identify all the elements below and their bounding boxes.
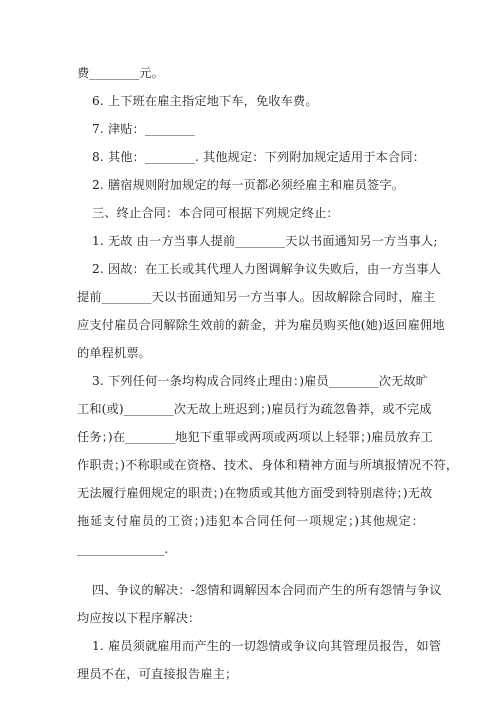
text-line-15: 作职责；)不称职或在资格、技术、身体和精神方面与所填报情况不符， [77,458,459,472]
text-line-8: 2. 因故：在工长或其代理人力图调解争议失败后，由一方当事人 [92,262,442,276]
section-heading-disputes: 四、争议的解决：-怨情和调解因本合同而产生的所有怨情与争议 [92,583,442,597]
text-line-14: 任务；)在________地犯下重罪或两项或两项以上轻罪；)雇员放弃工 [77,430,433,444]
text-line-22: 理员不在，可直接报告雇主； [77,667,238,681]
text-line-21: 1. 雇员须就雇用而产生的一切怨情或争议向其管理员报告，如管 [92,639,442,653]
section-heading-termination: 三、终止合同：本合同可根据下列规定终止： [92,206,339,220]
text-line-13: 工和(或)________次无故上班迟到；)雇员行为疏忽鲁莽，或不完成 [77,402,432,416]
text-line-10: 应支付雇员合同解除生效前的薪金，并为雇员购买他(她)返回雇佣地 [77,318,445,332]
text-line-11: 的单程机票。 [77,346,152,360]
text-line-2: 6. 上下班在雇主指定地下车，免收车费。 [92,94,318,108]
text-line-3: 7. 津贴：________ [92,122,195,136]
text-line-9: 提前________天以书面通知另一方当事人。因故解除合同时，雇主 [77,290,436,304]
text-line-5: 2. 膳宿规则附加规定的每一页都必须经雇主和雇员签字。 [92,178,405,192]
text-line-18: ______________. [77,542,169,556]
text-line-16: 无法履行雇佣规定的职责；)在物质或其他方面受到特别虐待；)无故 [77,486,433,500]
text-line-17: 拖延支付雇员的工资；)违犯本合同任何一项规定；)其他规定： [77,514,424,528]
text-line-1: 费________元。 [77,66,164,80]
text-line-4: 8. 其他：________. 其他规定：下列附加规定适用于本合同： [92,150,426,164]
text-line-7: 1. 无故 由一方当事人提前________天以书面通知另一方当事人; [92,234,438,248]
text-line-20: 均应按以下程序解决： [77,611,201,625]
text-line-12: 3. 下列任何一条均构成合同终止理由：)雇员________次无故旷 [92,374,429,388]
